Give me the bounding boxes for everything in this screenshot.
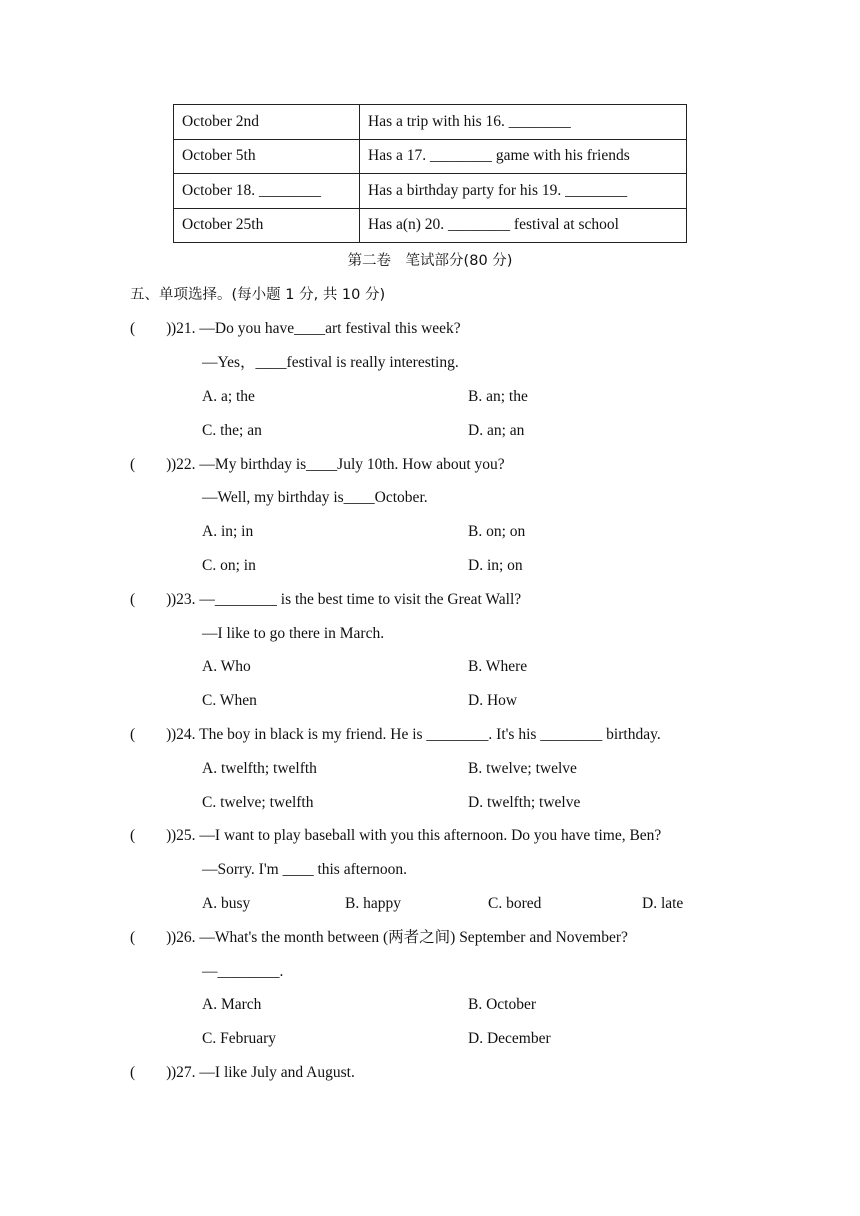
option: B. twelve; twelve — [468, 760, 577, 777]
answer-paren: ( ) — [130, 827, 172, 844]
option: D. twelfth; twelve — [468, 794, 581, 811]
question-stem: )21. —Do you have____art festival this week? — [171, 320, 461, 337]
schedule-date: October 18. ________ — [174, 174, 360, 209]
option: A. twelfth; twelfth — [202, 760, 317, 777]
question-stem: )27. —I like July and August. — [171, 1064, 355, 1081]
question-sub: —________. — [202, 963, 284, 980]
question-stem: )26. —What's the month between (两者之间) September and November? — [171, 929, 628, 946]
answer-paren: ( ) — [130, 591, 172, 608]
schedule-table — [173, 104, 687, 243]
question-sub: —I like to go there in March. — [202, 625, 385, 642]
answer-paren: ( ) — [130, 929, 172, 946]
option: B. happy — [345, 895, 401, 912]
option: C. the; an — [202, 422, 262, 439]
option: D. in; on — [468, 557, 523, 574]
table-row — [174, 174, 687, 209]
question-stem: )24. The boy in black is my friend. He is ________. It's his ________ birthday. — [171, 726, 661, 743]
option: B. an; the — [468, 388, 528, 405]
option: D. late — [642, 895, 684, 912]
schedule-event: Has a 17. ________ game with his friends — [360, 139, 687, 174]
schedule-date: October 5th — [174, 139, 360, 174]
schedule-date: October 2nd — [174, 105, 360, 140]
option: A. a; the — [202, 388, 255, 405]
question-stem: )25. —I want to play baseball with you this afternoon. Do you have time, Ben? — [171, 827, 662, 844]
schedule-date: October 25th — [174, 208, 360, 243]
table-row — [174, 208, 687, 243]
option: A. in; in — [202, 523, 254, 540]
option: B. on; on — [468, 523, 526, 540]
option: A. busy — [202, 895, 251, 912]
schedule-event: Has a birthday party for his 19. ________ — [360, 174, 687, 209]
option: C. When — [202, 692, 257, 709]
option: C. twelve; twelfth — [202, 794, 314, 811]
option: A. March — [202, 996, 262, 1013]
option: C. on; in — [202, 557, 256, 574]
option: D. an; an — [468, 422, 525, 439]
part-title: 第二卷 笔试部分(80 分) — [347, 253, 513, 269]
answer-paren: ( ) — [130, 726, 172, 743]
option: D. December — [468, 1030, 551, 1047]
table-row — [174, 139, 687, 174]
section-title: 五、单项选择。(每小题 1 分, 共 10 分) — [130, 287, 386, 303]
question-sub: —Well, my birthday is____October. — [202, 489, 428, 506]
question-sub: —Yes，____festival is really interesting. — [202, 354, 459, 371]
answer-paren: ( ) — [130, 456, 172, 473]
schedule-event: Has a(n) 20. ________ festival at school — [360, 208, 687, 243]
option: A. Who — [202, 658, 251, 675]
question-stem: )23. —________ is the best time to visit the Great Wall? — [171, 591, 522, 608]
question-sub: —Sorry. I'm ____ this afternoon. — [202, 861, 407, 878]
option: C. February — [202, 1030, 277, 1047]
answer-paren: ( ) — [130, 320, 172, 337]
option: B. Where — [468, 658, 528, 675]
table-row — [174, 105, 687, 140]
option: B. October — [468, 996, 537, 1013]
option: C. bored — [488, 895, 542, 912]
question-stem: )22. —My birthday is____July 10th. How about you? — [171, 456, 505, 473]
option: D. How — [468, 692, 518, 709]
schedule-event: Has a trip with his 16. ________ — [360, 105, 687, 140]
answer-paren: ( ) — [130, 1064, 172, 1081]
